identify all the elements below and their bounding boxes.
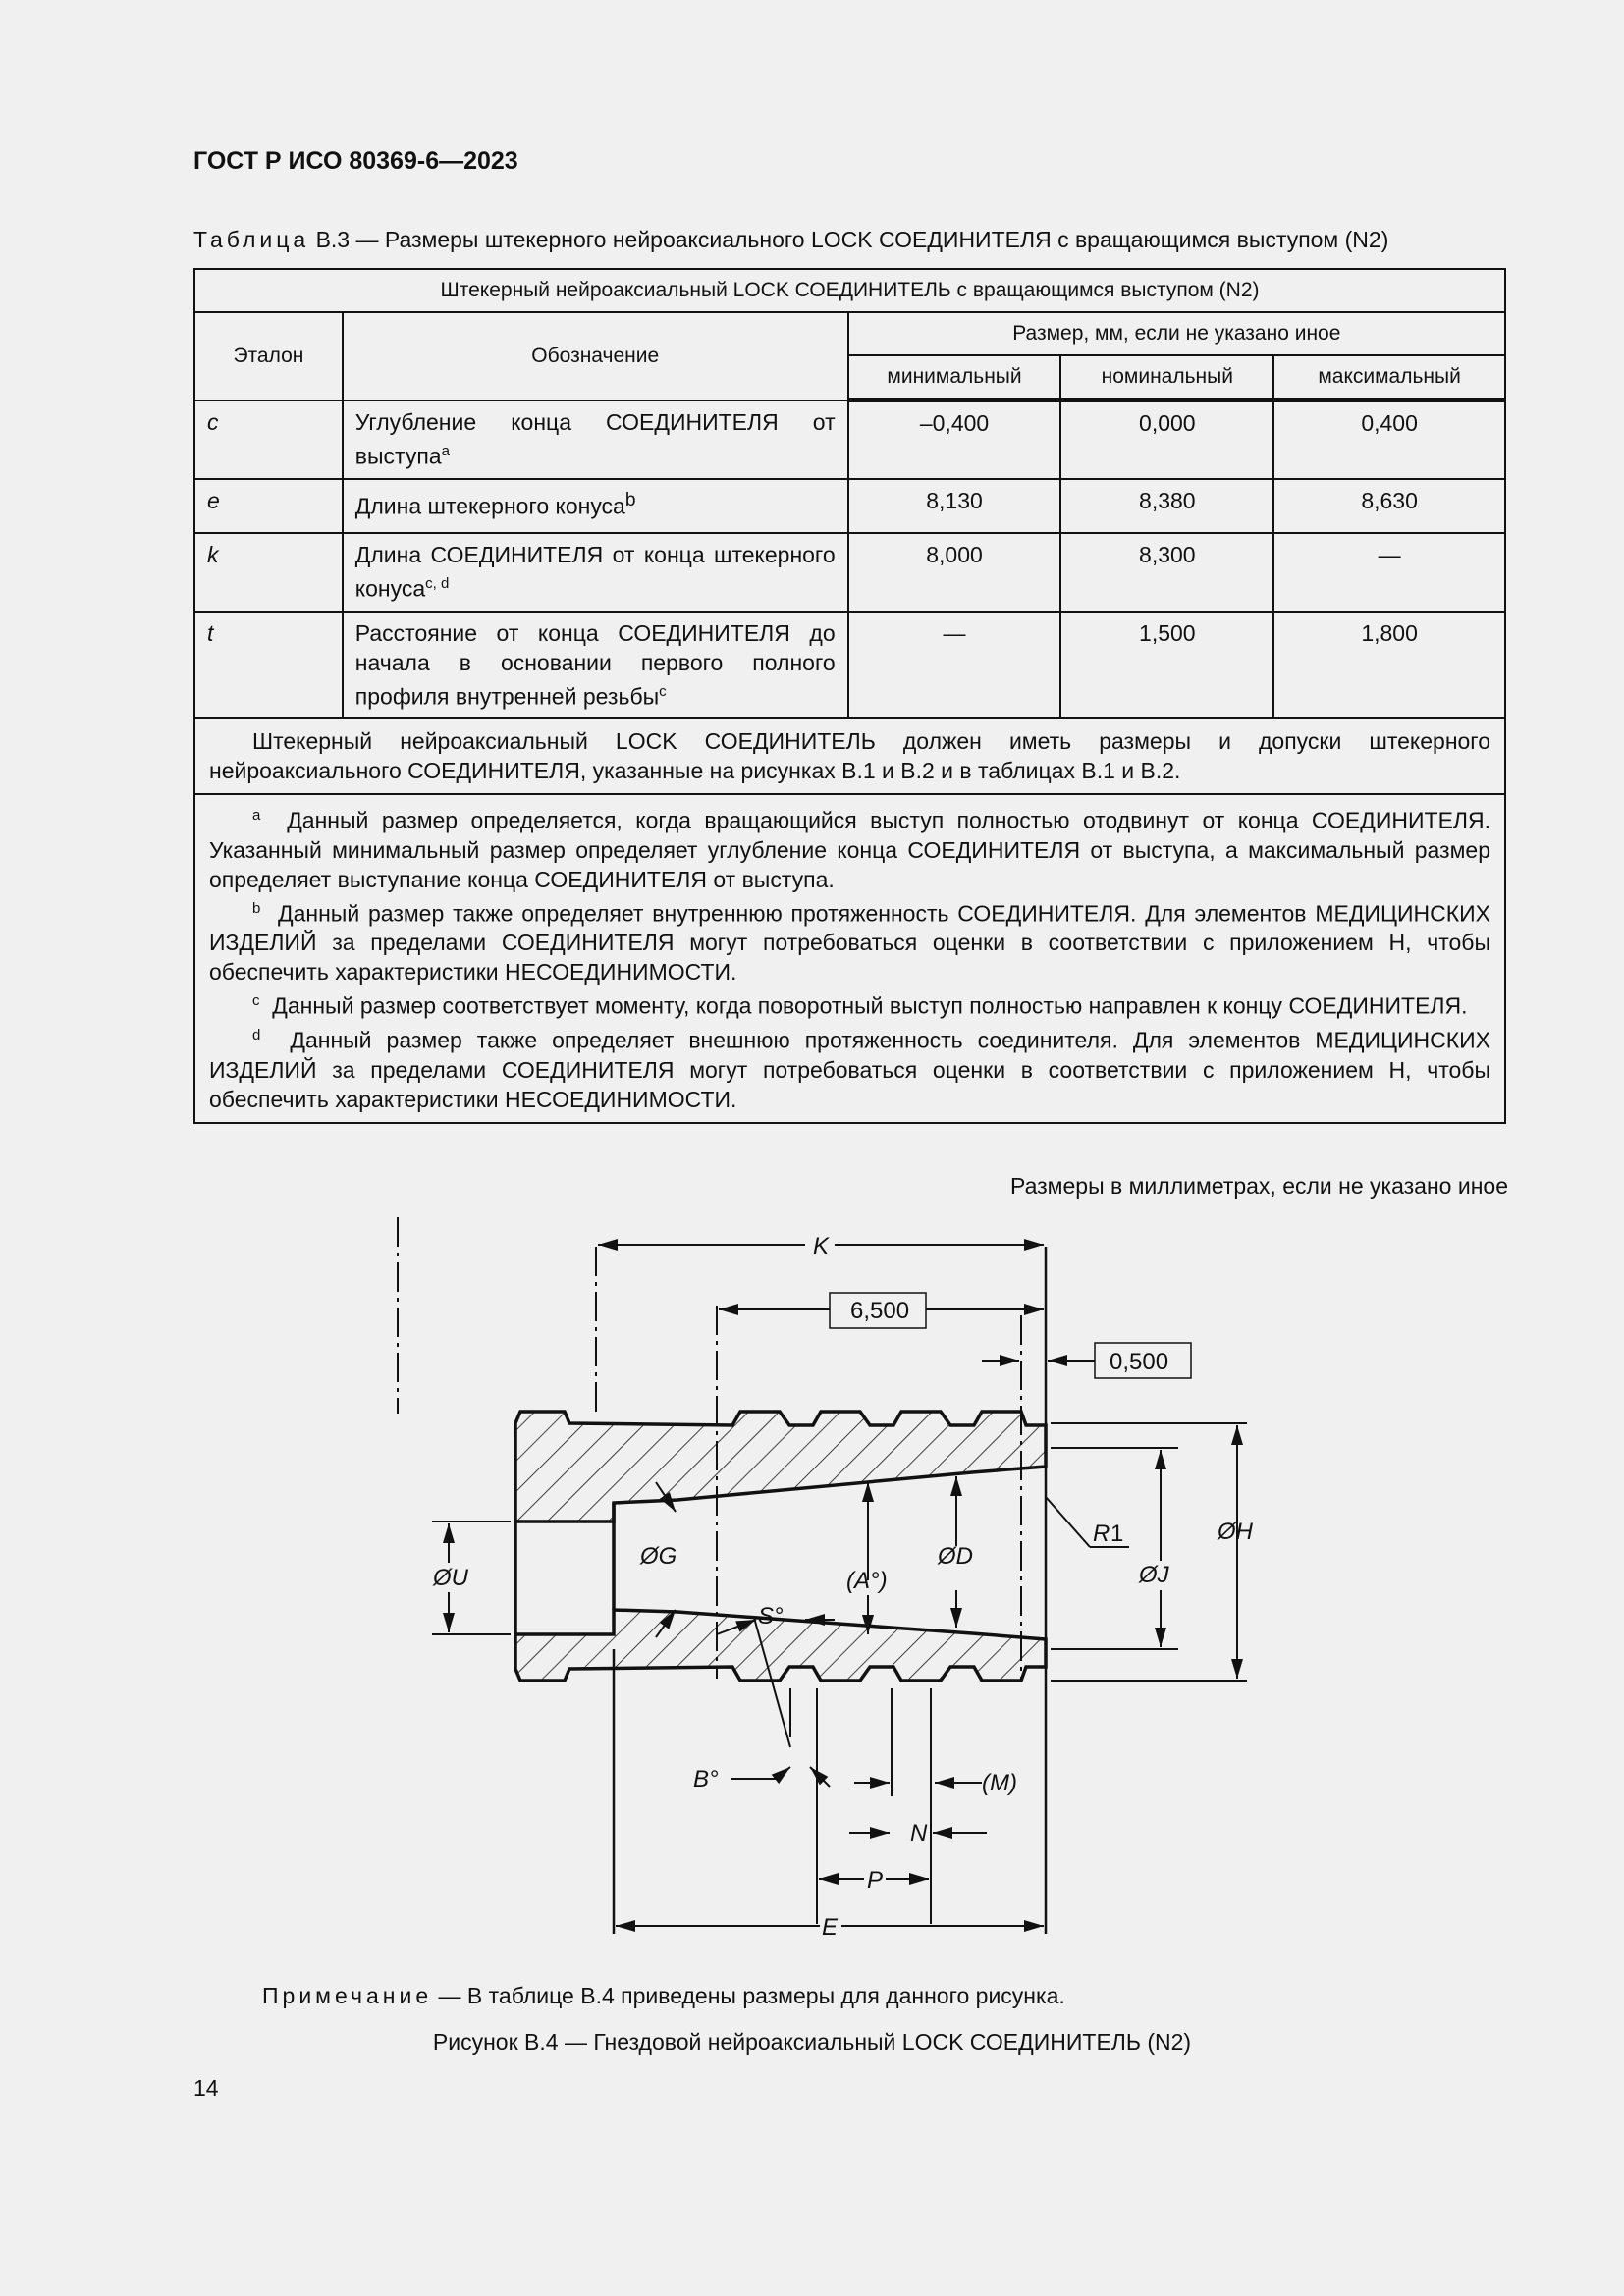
label-phiU: ØU bbox=[433, 1565, 468, 1591]
header-min: минимальный bbox=[848, 355, 1061, 400]
row-designation: Углубление конца СОЕДИНИТЕЛЯ от выступа$^a$ bbox=[343, 400, 848, 479]
label-A: (A°) bbox=[846, 1568, 888, 1594]
connector-drawing bbox=[393, 1217, 1276, 1944]
dimensions-table bbox=[193, 268, 1506, 1124]
header-size-group: Размер, мм, если не указано иное bbox=[848, 312, 1505, 355]
label-0500: 0,500 bbox=[1110, 1349, 1169, 1375]
row-nom: 8,380 bbox=[1060, 479, 1273, 533]
standard-header: ГОСТ Р ИСО 80369-6—2023 bbox=[193, 147, 518, 175]
table-row bbox=[194, 533, 1505, 612]
figure-note-text: — В таблице В.4 приведены размеры для данного рисунка. bbox=[438, 1983, 1065, 2008]
label-6500: 6,500 bbox=[850, 1298, 910, 1324]
row-ref: t bbox=[194, 612, 343, 719]
label-R1-1: 1 bbox=[1110, 1521, 1124, 1547]
row-designation: Расстояние от конца СОЕДИНИТЕЛЯ до начала в основании первого полного профиля внутренней резьбы$^c$ bbox=[343, 612, 848, 719]
row-designation: Длина СОЕДИНИТЕЛЯ от конца штекерного конуса$^{c, d}$ bbox=[343, 533, 848, 612]
page-number: 14 bbox=[193, 2075, 219, 2101]
footnotes bbox=[194, 794, 1505, 1123]
figure-note bbox=[262, 1983, 1065, 2009]
upper-wall bbox=[515, 1412, 1046, 1522]
footnote: $^d$ Данный размер также определяет внешнюю протяженность соединителя. Для элементов МЕДИЦИНСКИХ ИЗДЕЛИЙ за пределами СОЕДИНИТЕЛЯ могут потребоваться оценки в соответствии с приложением Н, чтобы обеспечить характеристики НЕСОЕДИНИМОСТИ. bbox=[209, 1027, 1491, 1112]
label-phiH: ØH bbox=[1218, 1519, 1253, 1545]
row-nom: 0,000 bbox=[1060, 400, 1273, 479]
row-max: 8,630 bbox=[1273, 479, 1505, 533]
general-note: Штекерный нейроаксиальный LOCK СОЕДИНИТЕЛЬ должен иметь размеры и допуски штекерного нейроаксиального СОЕДИНИТЕЛЯ, указанные на рисунках В.1 и В.2 и в таблицах В.1 и В.2. bbox=[194, 718, 1505, 794]
table-title: Штекерный нейроаксиальный LOCK СОЕДИНИТЕЛЬ с вращающимся выступом (N2) bbox=[194, 269, 1505, 312]
header-max: максимальный bbox=[1273, 355, 1505, 400]
footnote: $^a$ Данный размер определяется, когда вращающийся выступ полностью отодвинут от конца СОЕДИНИТЕЛЯ. Указанный минимальный размер определяет углубление конца СОЕДИНИТЕЛЯ от выступа, а максимальный размер определяет выступание конца СОЕДИНИТЕЛЯ от выступа. bbox=[209, 807, 1491, 892]
table-caption-label: Таблица bbox=[193, 227, 310, 252]
label-N: N bbox=[910, 1820, 928, 1846]
row-max: — bbox=[1273, 533, 1505, 612]
label-B: B° bbox=[693, 1766, 719, 1792]
row-min: 8,130 bbox=[848, 479, 1061, 533]
row-ref: c bbox=[194, 400, 343, 479]
table-row bbox=[194, 400, 1505, 479]
row-max: 0,400 bbox=[1273, 400, 1505, 479]
table-row bbox=[194, 612, 1505, 719]
table-caption-text: В.3 — Размеры штекерного нейроаксиального LOCK СОЕДИНИТЕЛЯ с вращающимся выступом (N2) bbox=[315, 227, 1389, 252]
row-min: 8,000 bbox=[848, 533, 1061, 612]
row-ref: k bbox=[194, 533, 343, 612]
row-max: 1,800 bbox=[1273, 612, 1505, 719]
label-M: (M) bbox=[982, 1770, 1017, 1796]
row-min: –0,400 bbox=[848, 400, 1061, 479]
label-P: P bbox=[867, 1867, 884, 1894]
row-nom: 1,500 bbox=[1060, 612, 1273, 719]
header-designation: Обозначение bbox=[343, 312, 848, 400]
table-caption bbox=[193, 227, 1388, 253]
row-ref: e bbox=[194, 479, 343, 533]
units-note: Размеры в миллиметрах, если не указано иное bbox=[1010, 1173, 1508, 1199]
label-R1-r: R bbox=[1093, 1521, 1110, 1547]
footnote: $^b$ Данный размер также определяет внутреннюю протяженность СОЕДИНИТЕЛЯ. Для элементов МЕДИЦИНСКИХ ИЗДЕЛИЙ за пределами СОЕДИНИТЕЛЯ могут потребоваться оценки в соответствии с приложением Н, чтобы обеспечить характеристики НЕСОЕДИНИМОСТИ. bbox=[209, 899, 1490, 986]
figure-note-label: Примечание bbox=[262, 1983, 433, 2008]
table-row bbox=[194, 479, 1505, 533]
header-nom: номинальный bbox=[1060, 355, 1273, 400]
figure-caption: Рисунок В.4 — Гнездовой нейроаксиальный LOCK СОЕДИНИТЕЛЬ (N2) bbox=[432, 2029, 1192, 2055]
label-E: E bbox=[822, 1914, 839, 1941]
header-reference: Эталон bbox=[194, 312, 343, 400]
label-S: S° bbox=[758, 1603, 784, 1629]
row-nom: 8,300 bbox=[1060, 533, 1273, 612]
label-K: K bbox=[813, 1233, 830, 1259]
row-min: — bbox=[848, 612, 1061, 719]
footnote: $^c$ Данный размер соответствует моменту, когда поворотный выступ полностью направлен к концу СОЕДИНИТЕЛЯ. bbox=[252, 992, 1468, 1020]
label-phiD: ØD bbox=[938, 1543, 973, 1570]
label-phiJ: ØJ bbox=[1139, 1562, 1169, 1588]
row-designation: Длина штекерного конуса$^b$ bbox=[343, 479, 848, 533]
label-phiG: ØG bbox=[640, 1543, 677, 1570]
